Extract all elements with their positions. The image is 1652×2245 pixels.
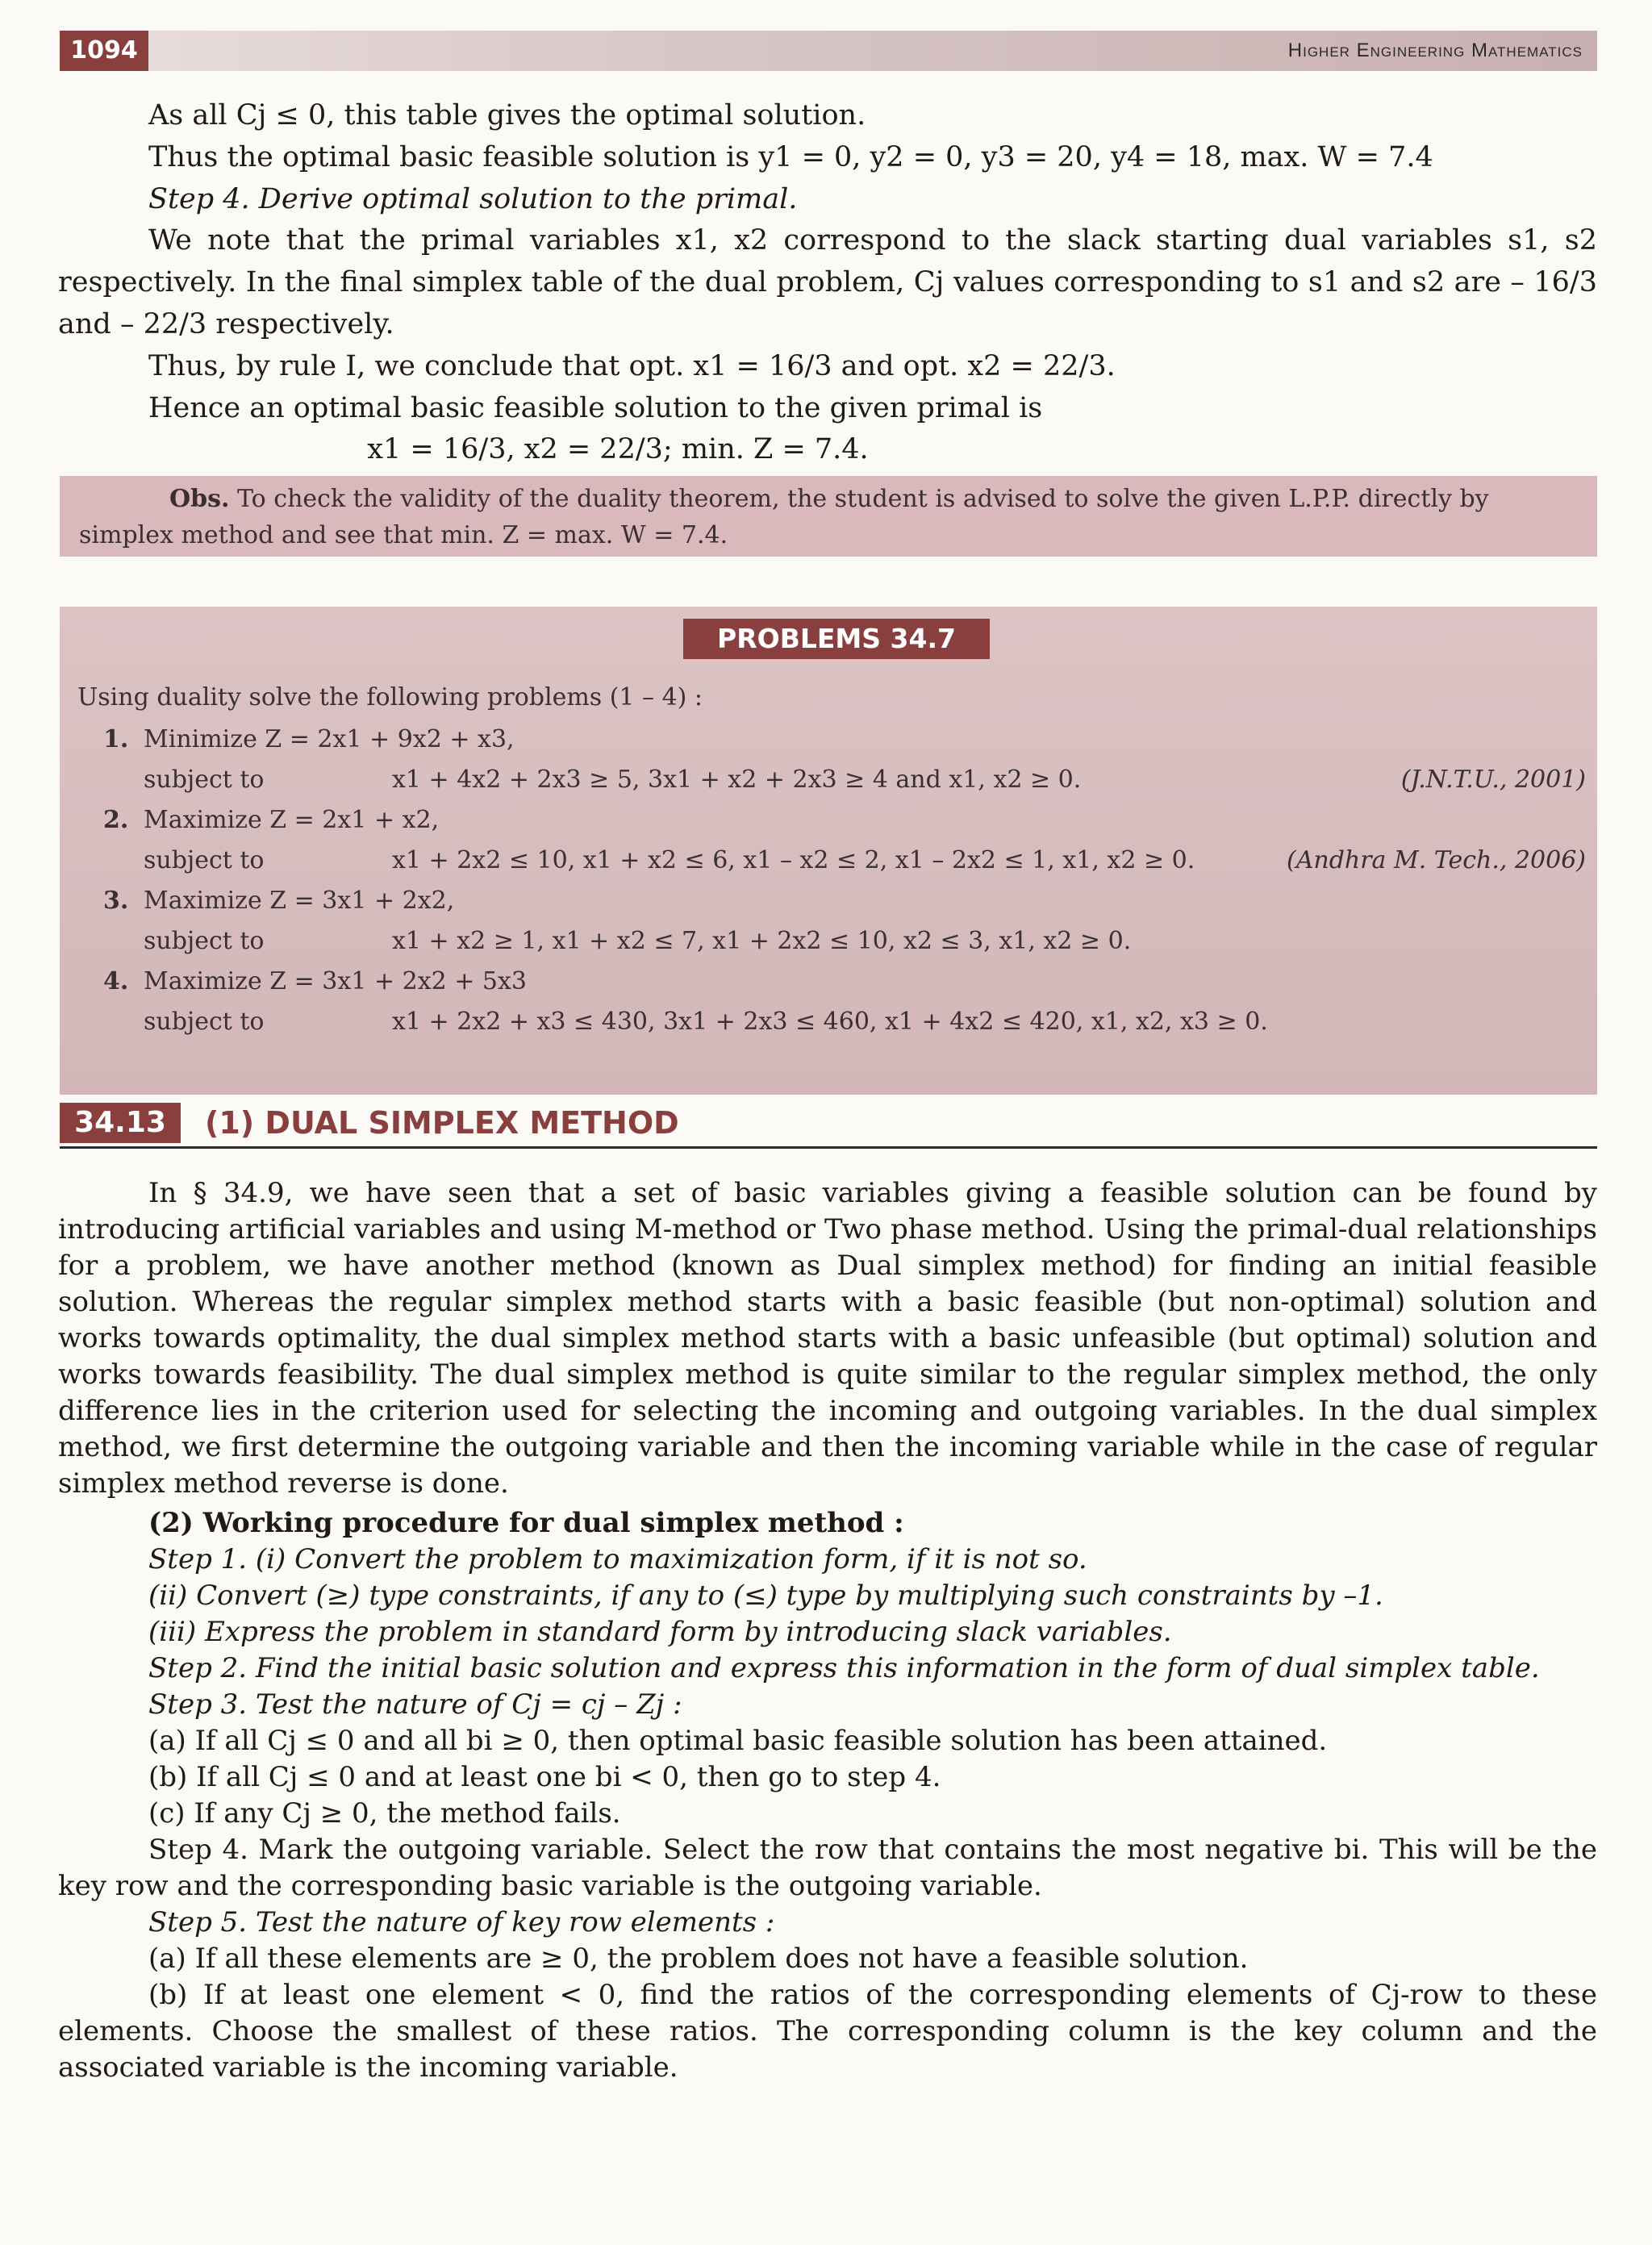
step-line: Step 2. Find the initial basic solution and express this information in the form of dual simplex table. <box>148 1652 1540 1684</box>
step-heading: Step 4. Derive optimal solution to the primal. <box>148 182 798 215</box>
problem-constraints: x1 + 2x2 ≤ 10, x1 + x2 ≤ 6, x1 – x2 ≤ 2, x1 – 2x2 ≤ 1, x1, x2 ≥ 0. <box>392 846 1195 874</box>
problem-reference: (Andhra M. Tech., 2006) <box>1287 846 1586 874</box>
step-line: Step 1. (i) Convert the problem to maximization form, if it is not so. <box>148 1543 1087 1575</box>
problem-objective: Maximize Z = 3x1 + 2x2 + 5x3 <box>144 967 528 995</box>
section-number: 34.13 <box>60 1103 181 1143</box>
problem-reference: (J.N.T.U., 2001) <box>1400 766 1586 794</box>
page-number: 1094 <box>60 31 148 71</box>
problem-constraints: x1 + x2 ≥ 1, x1 + x2 ≤ 7, x1 + 2x2 ≤ 10, x2 ≤ 3, x1, x2 ≥ 0. <box>392 927 1132 955</box>
step-line: (iii) Express the problem in standard form by introducing slack variables. <box>148 1616 1172 1648</box>
problem-constraints-row <box>77 921 1586 962</box>
paragraph: In § 34.9, we have seen that a set of basic variables giving a feasible solution can be found by introducing artificial variables and using M-method or Two phase method. Using the primal-dual relationships for a problem, we have another method (known as Dual simplex method) for finding an initial feasible solution. Whereas the regular simplex method starts with a basic feasible (but non-optimal) solution and works towards optimality, the dual simplex method starts with a basic unfeasible (but optimal) solution and works towards feasibility. The dual simplex method is quite similar to the regular simplex method, the only difference lies in the criterion used for selecting the incoming and outgoing variables. In the dual simplex method, we first determine the outgoing variable and then the incoming variable while in the case of regular simplex method reverse is done. <box>58 1177 1597 1500</box>
step-paragraph: (b) If at least one element < 0, find the ratios of the corresponding elements of Cj-row to these elements. Choose the smallest of these ratios. The corresponding column is the key column and the associated variable is the incoming variable. <box>58 1979 1597 2084</box>
problem-number: 3. <box>103 887 129 915</box>
problems-title: PROBLEMS 34.7 <box>683 619 990 659</box>
body-text <box>58 1175 1597 2086</box>
step-paragraph: Step 4. Mark the outgoing variable. Select the row that contains the most negative bi. This will be the key row and the corresponding basic variable is the outgoing variable. <box>58 1834 1597 1902</box>
step-line: (ii) Convert (≥) type constraints, if any to (≤) type by multiplying such constraints by –1. <box>148 1579 1383 1612</box>
problem-constraints: x1 + 4x2 + 2x3 ≥ 5, 3x1 + x2 + 2x3 ≥ 4 and x1, x2 ≥ 0. <box>392 766 1082 794</box>
top-text <box>58 95 1597 471</box>
text-line: As all Cj ≤ 0, this table gives the optimal solution. <box>148 99 866 131</box>
text-line: Thus, by rule I, we conclude that opt. x1 = 16/3 and opt. x2 = 22/3. <box>148 349 1116 382</box>
step-line: (c) If any Cj ≥ 0, the method fails. <box>148 1797 621 1830</box>
problem-number: 1. <box>103 725 129 753</box>
text-line: Thus the optimal basic feasible solution is y1 = 0, y2 = 0, y3 = 20, y4 = 18, max. W = 7.4 <box>148 140 1433 173</box>
problem-constraints-row <box>77 1002 1586 1042</box>
obs-label: Obs. <box>169 485 230 513</box>
subject-to: subject to <box>144 846 265 874</box>
running-title: Higher Engineering Mathematics <box>1287 40 1583 61</box>
problem-number: 4. <box>103 967 129 995</box>
page-header <box>60 31 1597 71</box>
section-heading <box>60 1103 1597 1149</box>
problems-intro: Using duality solve the following problems (1 – 4) : <box>77 683 703 711</box>
problem-item <box>77 720 1586 760</box>
procedure-heading: (2) Working procedure for dual simplex method : <box>148 1507 904 1539</box>
subject-to: subject to <box>144 927 265 955</box>
problem-constraints-row <box>77 760 1586 800</box>
subject-to: subject to <box>144 766 265 794</box>
subject-to: subject to <box>144 1008 265 1036</box>
problem-objective: Maximize Z = 3x1 + 2x2, <box>144 887 455 915</box>
problem-objective: Minimize Z = 2x1 + 9x2 + x3, <box>144 725 515 753</box>
text-line: Hence an optimal basic feasible solution to the given primal is <box>148 391 1043 424</box>
step-line: Step 3. Test the nature of Cj = cj – Zj : <box>148 1688 682 1721</box>
step-line: Step 5. Test the nature of key row elements : <box>148 1906 775 1938</box>
equation: x1 = 16/3, x2 = 22/3; min. Z = 7.4. <box>367 433 869 466</box>
obs-text: To check the validity of the duality theorem, the student is advised to solve the given L.P.P. directly by simplex method and see that min. Z = max. W = 7.4. <box>79 485 1489 549</box>
problem-constraints-row <box>77 841 1586 881</box>
step-line: (a) If all these elements are ≥ 0, the problem does not have a feasible solution. <box>148 1942 1249 1975</box>
paragraph: We note that the primal variables x1, x2 correspond to the slack starting dual variables s1, s2 respectively. In the final simplex table of the dual problem, Cj values corresponding to s1 and s2 are – 16/3 and – 22/3 respectively. <box>58 224 1597 340</box>
problems-box <box>60 607 1597 1095</box>
problem-constraints: x1 + 2x2 + x3 ≤ 430, 3x1 + 2x3 ≤ 460, x1 + 4x2 ≤ 420, x1, x2, x3 ≥ 0. <box>392 1008 1268 1036</box>
section-title: (1) DUAL SIMPLEX METHOD <box>205 1105 679 1141</box>
problem-list <box>77 720 1586 1042</box>
problem-number: 2. <box>103 806 129 834</box>
problem-objective: Maximize Z = 2x1 + x2, <box>144 806 440 834</box>
step-line: (a) If all Cj ≤ 0 and all bi ≥ 0, then optimal basic feasible solution has been attained. <box>148 1725 1328 1757</box>
problem-item <box>77 962 1586 1002</box>
step-line: (b) If all Cj ≤ 0 and at least one bi < 0, then go to step 4. <box>148 1761 941 1793</box>
observation-box <box>60 476 1597 557</box>
problem-item <box>77 881 1586 921</box>
problem-item <box>77 800 1586 841</box>
